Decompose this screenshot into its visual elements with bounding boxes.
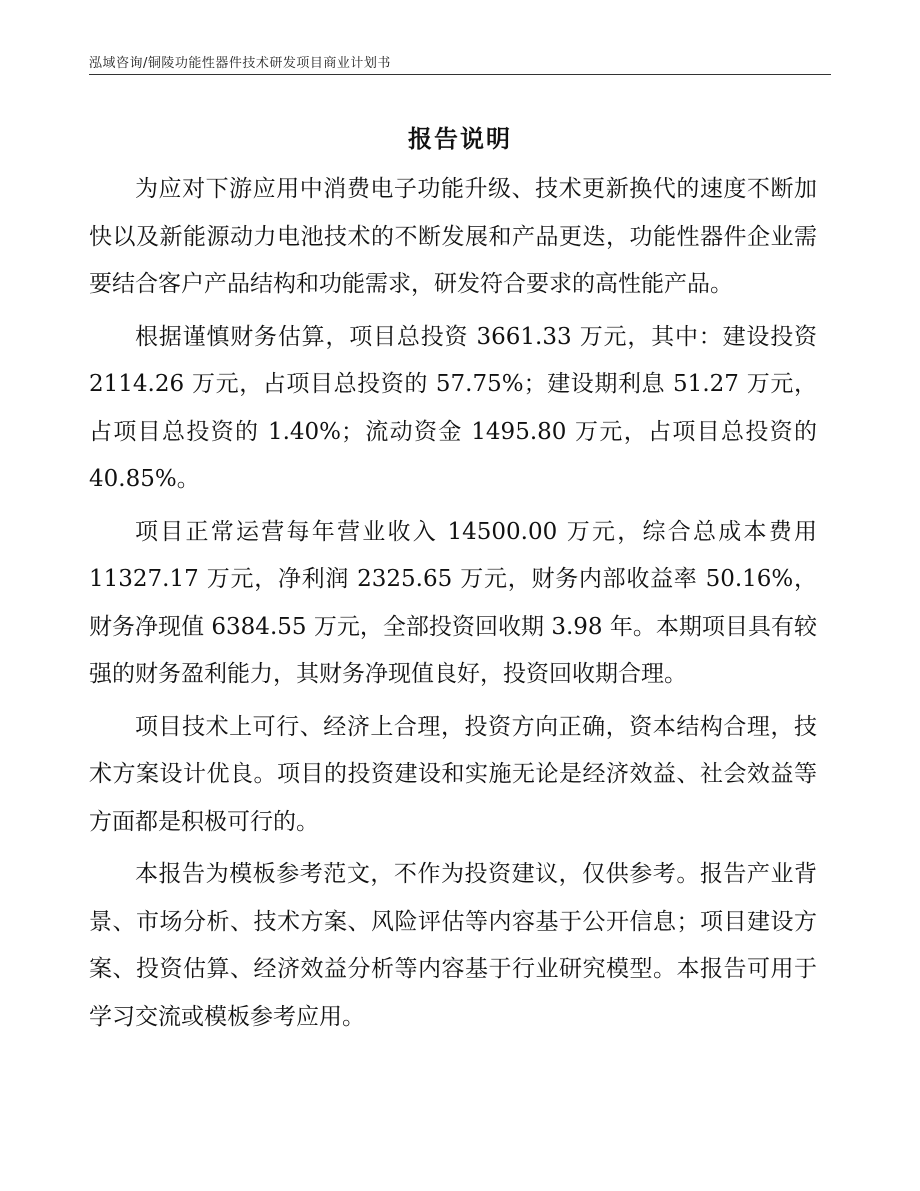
paragraph-feasibility: 项目技术上可行、经济上合理，投资方向正确，资本结构合理，技术方案设计优良。项目的投资建设和实施无论是经济效益、社会效益等方面都是积极可行的。 (89, 713, 817, 835)
document-body (89, 166, 817, 1046)
header-divider (89, 74, 831, 75)
running-header: 泓域咨询/铜陵功能性器件技术研发项目商业计划书 (89, 56, 391, 71)
paragraph-revenue: 项目正常运营每年营业收入 14500.00 万元，综合总成本费用 11327.17 万元，净利润 2325.65 万元，财务内部收益率 50.16%，财务净现值 6384.55 万元，全部投资回收期 3.98 年。本期项目具有较强的财务盈利能力，其财务净现值良好，投资回收期合理。 (89, 518, 817, 687)
page-title: 报告说明 (408, 125, 512, 153)
paragraph-background: 为应对下游应用中消费电子功能升级、技术更新换代的速度不断加快以及新能源动力电池技术的不断发展和产品更迭，功能性器件企业需要结合客户产品结构和功能需求，研发符合要求的高性能产品。 (89, 176, 817, 297)
paragraph-investment: 根据谨慎财务估算，项目总投资 3661.33 万元，其中：建设投资 2114.26 万元，占项目总投资的 57.75%；建设期利息 51.27 万元，占项目总投资的 1.40%；流动资金 1495.80 万元，占项目总投资的 40.85%。 (89, 323, 817, 492)
paragraph-disclaimer: 本报告为模板参考范文，不作为投资建议，仅供参考。报告产业背景、市场分析、技术方案、风险评估等内容基于公开信息；项目建设方案、投资估算、经济效益分析等内容基于行业研究模型。本报告可用于学习交流或模板参考应用。 (89, 861, 817, 1030)
